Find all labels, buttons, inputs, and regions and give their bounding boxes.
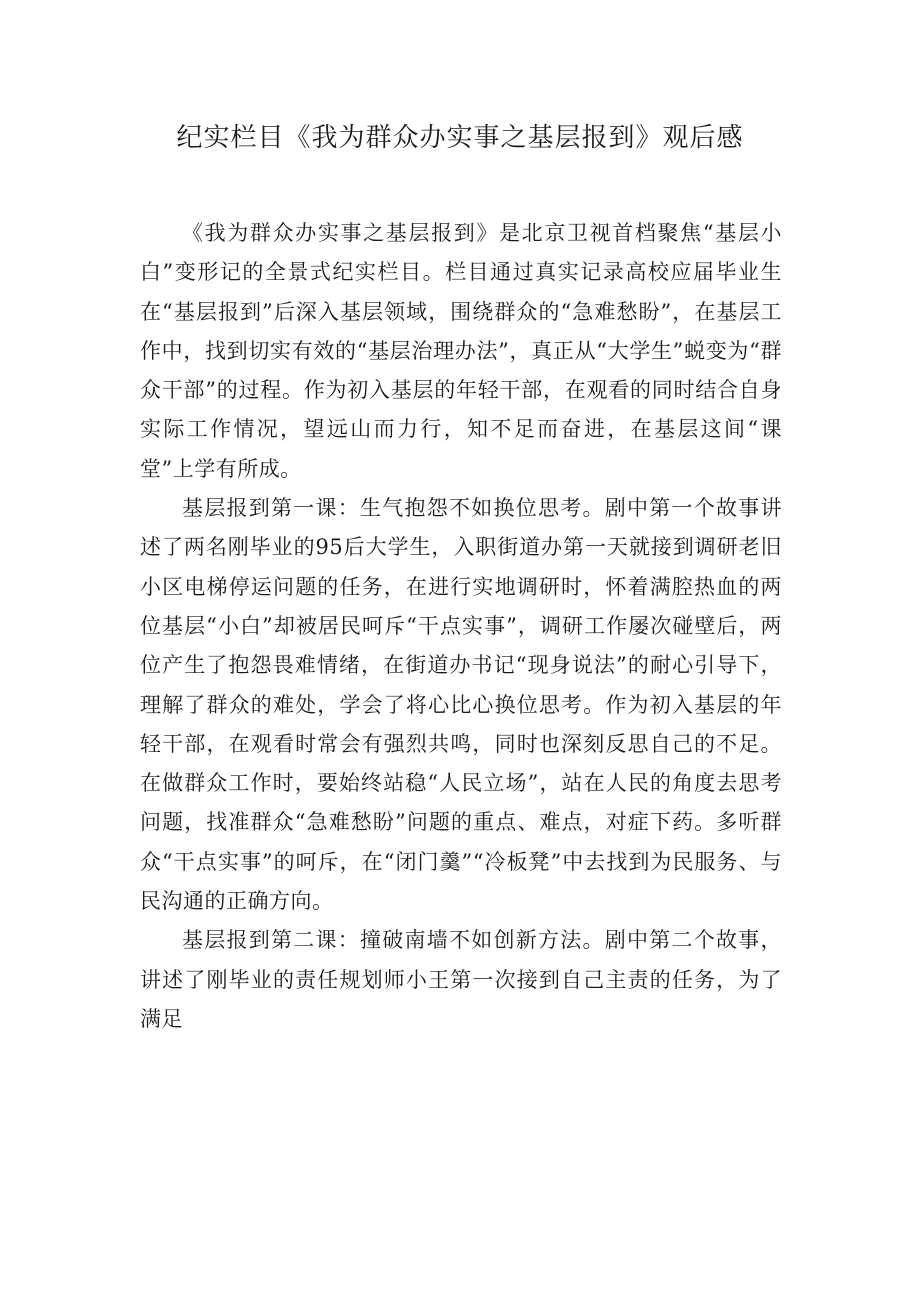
paragraph-intro: 《我为群众办实事之基层报到》是北京卫视首档聚焦“基层小白”变形记的全景式纪实栏目。栏目通过真实记录高校应届毕业生在“基层报到”后深入基层领域，围绕群众的“急难愁盼”，在基层工作中，找到切实有效的“基层治理办法”，真正从“大学生”蜕变为“群众干部”的过程。作为初入基层的年轻干部，在观看的同时结合自身实际工作情况，望远山而力行，知不足而奋进，在基层这间“课堂”上学有所成。 — [140, 221, 782, 481]
document-body — [140, 214, 782, 1039]
paragraph-lesson-two: 基层报到第二课：撞破南墙不如创新方法。剧中第二个故事，讲述了刚毕业的责任规划师小王第一次接到自己主责的任务，为了满足 — [140, 928, 782, 1031]
paragraph-lesson-one: 基层报到第一课：生气抱怨不如换位思考。剧中第一个故事讲述了两名刚毕业的95后大学生，入职街道办第一天就接到调研老旧小区电梯停运问题的任务，在进行实地调研时，怀着满腔热血的两位基层“小白”却被居民呵斥“干点实事”，调研工作屡次碰壁后，两位产生了抱怨畏难情绪，在街道办书记“现身说法”的耐心引导下，理解了群众的难处，学会了将心比心换位思考。作为初入基层的年轻干部，在观看时常会有强烈共鸣，同时也深刻反思自己的不足。在做群众工作时，要始终站稳“人民立场”，站在人民的角度去思考问题，找准群众“急难愁盼”问题的重点、难点，对症下药。多听群众“干点实事”的呵斥，在“闭门羹”“冷板凳”中去找到为民服务、与民沟通的正确方向。 — [140, 496, 782, 914]
document-title: 纪实栏目《我为群众办实事之基层报到》观后感 — [176, 123, 744, 153]
